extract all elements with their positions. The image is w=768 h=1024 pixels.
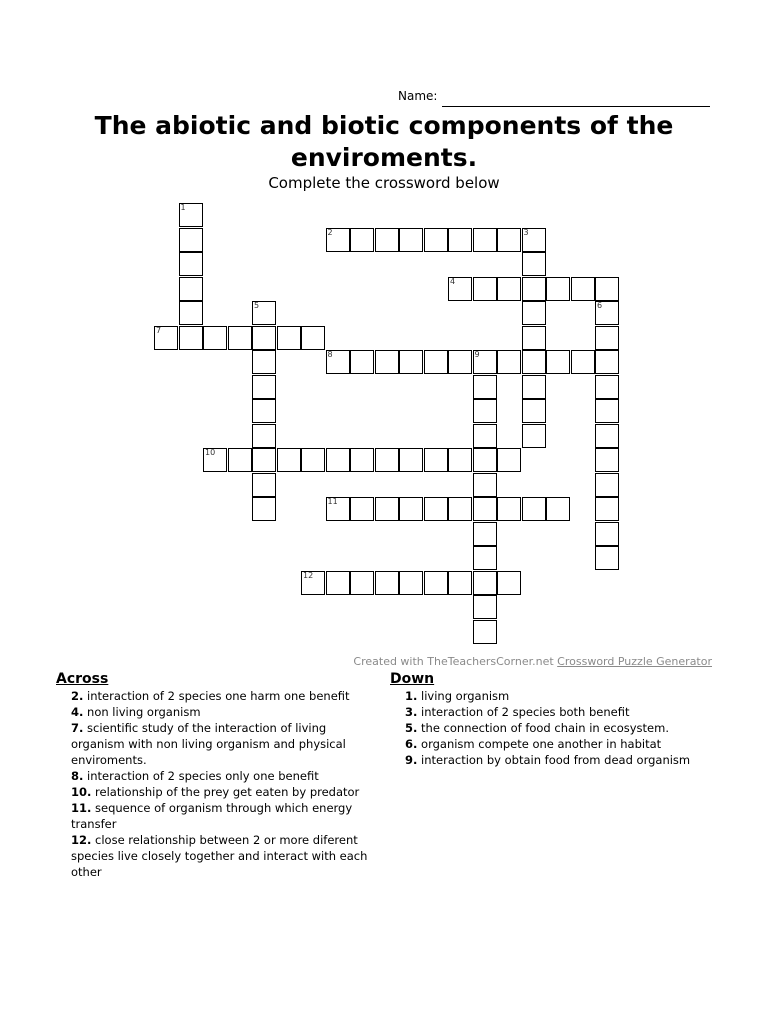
grid-cell[interactable] (179, 301, 203, 325)
grid-cell[interactable] (350, 228, 374, 252)
grid-cell[interactable] (497, 228, 521, 252)
grid-cell[interactable] (179, 326, 203, 350)
cell-number: 6 (597, 301, 603, 310)
grid-cell[interactable] (203, 326, 227, 350)
credit-line (353, 655, 712, 668)
grid-cell[interactable] (399, 448, 423, 472)
grid-cell[interactable] (375, 350, 399, 374)
grid-cell[interactable] (522, 252, 546, 276)
cell-number: 8 (327, 350, 333, 359)
grid-cell[interactable] (595, 350, 619, 374)
grid-cell[interactable] (546, 497, 570, 521)
grid-cell[interactable] (448, 350, 472, 374)
grid-cell[interactable] (595, 497, 619, 521)
cell-number: 3 (523, 227, 529, 237)
grid-cell[interactable] (326, 571, 350, 595)
grid-cell[interactable] (179, 252, 203, 276)
grid-cell[interactable] (424, 228, 448, 252)
clue-text: sequence of organism through which energy transfer (71, 801, 353, 831)
cell-number: 2 (327, 227, 333, 237)
grid-cell[interactable] (424, 350, 448, 374)
grid-cell[interactable] (497, 448, 521, 472)
grid-cell[interactable] (252, 375, 276, 399)
grid-cell[interactable] (424, 448, 448, 472)
clue-number: 4. (71, 705, 84, 719)
across-clue (56, 688, 376, 704)
grid-cell[interactable] (595, 522, 619, 546)
credit-link[interactable]: Crossword Puzzle Generator (557, 655, 712, 668)
grid-cell[interactable] (326, 497, 350, 521)
grid-cell[interactable] (326, 228, 350, 252)
grid-cell[interactable] (595, 448, 619, 472)
grid-cell[interactable] (448, 497, 472, 521)
grid-cell[interactable] (399, 571, 423, 595)
clue-text: interaction of 2 species one harm one benefit (83, 689, 350, 703)
grid-cell[interactable] (448, 277, 472, 301)
grid-cell[interactable] (473, 473, 497, 497)
grid-cell[interactable] (571, 350, 595, 374)
grid-cell[interactable] (252, 326, 276, 350)
across-clue (56, 720, 376, 768)
clue-number: 3. (405, 705, 418, 719)
grid-cell[interactable] (179, 228, 203, 252)
grid-cell[interactable] (154, 326, 178, 350)
grid-cell[interactable] (595, 301, 619, 325)
clue-text: scientific study of the interaction of living organism with non living organism and physical enviroments. (71, 721, 346, 767)
grid-cell[interactable] (277, 326, 301, 350)
cell-number: 1 (180, 203, 186, 212)
across-clue (56, 768, 376, 784)
grid-cell[interactable] (595, 473, 619, 497)
across-clue (56, 832, 376, 880)
grid-cell[interactable] (350, 350, 374, 374)
grid-cell[interactable] (595, 546, 619, 570)
clue-text: close relationship between 2 or more diferent species live closely together and interact with each other (71, 833, 368, 879)
grid-cell[interactable] (473, 595, 497, 619)
grid-cell[interactable] (522, 497, 546, 521)
grid-cell[interactable] (522, 277, 546, 301)
grid-cell[interactable] (522, 326, 546, 350)
clue-text: the connection of food chain in ecosystem. (417, 721, 669, 735)
cell-number: 7 (156, 325, 162, 335)
grid-cell[interactable] (252, 399, 276, 423)
down-heading: Down (390, 671, 435, 687)
grid-cell[interactable] (301, 448, 325, 472)
clue-text: organism compete one another in habitat (417, 737, 662, 751)
clue-text: relationship of the prey get eaten by predator (91, 785, 360, 799)
clue-number: 9. (405, 753, 418, 767)
grid-cell[interactable] (473, 424, 497, 448)
clue-number: 7. (71, 721, 84, 735)
grid-cell[interactable] (522, 301, 546, 325)
grid-cell[interactable] (497, 497, 521, 521)
grid-cell[interactable] (571, 277, 595, 301)
across-clue (56, 784, 376, 800)
clue-number: 12. (71, 833, 92, 847)
down-clue (390, 720, 720, 736)
grid-cell[interactable] (252, 497, 276, 521)
grid-cell[interactable] (497, 277, 521, 301)
down-clue (390, 736, 720, 752)
grid-cell[interactable] (522, 350, 546, 374)
clue-text: interaction of 2 species both benefit (417, 705, 630, 719)
grid-cell[interactable] (473, 620, 497, 644)
grid-cell[interactable] (473, 375, 497, 399)
grid-cell[interactable] (252, 448, 276, 472)
grid-cell[interactable] (301, 326, 325, 350)
grid-cell[interactable] (277, 448, 301, 472)
down-clue (390, 704, 720, 720)
grid-cell[interactable] (473, 497, 497, 521)
across-clue (56, 800, 376, 832)
clue-number: 1. (405, 689, 418, 703)
grid-cell[interactable] (252, 424, 276, 448)
grid-cell[interactable] (252, 301, 276, 325)
grid-cell[interactable] (473, 399, 497, 423)
grid-cell[interactable] (203, 448, 227, 472)
down-clue-list (390, 688, 720, 768)
grid-cell[interactable] (424, 571, 448, 595)
across-clue-list (56, 688, 376, 880)
grid-cell[interactable] (350, 571, 374, 595)
grid-cell[interactable] (375, 497, 399, 521)
grid-cell[interactable] (497, 571, 521, 595)
grid-cell[interactable] (375, 448, 399, 472)
clue-text: interaction of 2 species only one benefit (83, 769, 319, 783)
clue-number: 5. (405, 721, 418, 735)
grid-cell[interactable] (252, 473, 276, 497)
grid-cell[interactable] (473, 571, 497, 595)
grid-cell[interactable] (595, 399, 619, 423)
cell-number: 9 (474, 350, 480, 359)
clue-text: interaction by obtain food from dead organism (417, 753, 691, 767)
grid-cell[interactable] (522, 375, 546, 399)
cell-number: 10 (205, 448, 216, 457)
grid-cell[interactable] (522, 228, 546, 252)
grid-cell[interactable] (301, 571, 325, 595)
grid-cell[interactable] (595, 375, 619, 399)
grid-cell[interactable] (228, 448, 252, 472)
across-clues (56, 670, 376, 880)
down-clues (390, 670, 720, 768)
page-subtitle: Complete the crossword below (268, 174, 500, 192)
clue-number: 10. (71, 785, 92, 799)
credit-prefix: Created with TheTeachersCorner.net (353, 655, 558, 668)
cell-number: 4 (450, 276, 456, 286)
grid-cell[interactable] (595, 424, 619, 448)
grid-cell[interactable] (375, 571, 399, 595)
grid-cell[interactable] (252, 350, 276, 374)
grid-cell[interactable] (228, 326, 252, 350)
grid-cell[interactable] (473, 350, 497, 374)
grid-cell[interactable] (399, 228, 423, 252)
clue-text: living organism (417, 689, 510, 703)
grid-cell[interactable] (497, 350, 521, 374)
grid-cell[interactable] (350, 497, 374, 521)
grid-cell[interactable] (350, 448, 374, 472)
grid-cell[interactable] (595, 326, 619, 350)
down-clue (390, 752, 720, 768)
cell-number: 12 (303, 570, 314, 580)
grid-cell[interactable] (522, 399, 546, 423)
grid-cell[interactable] (179, 277, 203, 301)
grid-cell[interactable] (546, 350, 570, 374)
grid-cell[interactable] (424, 497, 448, 521)
name-label: Name: (398, 89, 438, 103)
grid-cell[interactable] (326, 350, 350, 374)
grid-cell[interactable] (399, 350, 423, 374)
clue-number: 6. (405, 737, 418, 751)
grid-cell[interactable] (473, 546, 497, 570)
clue-number: 11. (71, 801, 92, 815)
grid-cell[interactable] (473, 522, 497, 546)
grid-cell[interactable] (399, 497, 423, 521)
across-heading: Across (56, 671, 109, 687)
clue-text: non living organism (83, 705, 201, 719)
grid-cell[interactable] (546, 277, 570, 301)
cell-number: 11 (327, 497, 338, 506)
grid-cell[interactable] (448, 448, 472, 472)
grid-cell[interactable] (375, 228, 399, 252)
grid-cell[interactable] (473, 448, 497, 472)
grid-cell[interactable] (448, 228, 472, 252)
cell-number: 5 (254, 301, 260, 310)
clue-number: 8. (71, 769, 84, 783)
grid-cell[interactable] (595, 277, 619, 301)
grid-cell[interactable] (448, 571, 472, 595)
down-clue (390, 688, 720, 704)
grid-cell[interactable] (179, 203, 203, 227)
across-clue (56, 704, 376, 720)
page-title: The abiotic and biotic components of the enviroments. (94, 111, 674, 172)
grid-cell[interactable] (522, 424, 546, 448)
grid-cell[interactable] (326, 448, 350, 472)
grid-cell[interactable] (473, 228, 497, 252)
grid-cell[interactable] (473, 277, 497, 301)
clue-number: 2. (71, 689, 84, 703)
